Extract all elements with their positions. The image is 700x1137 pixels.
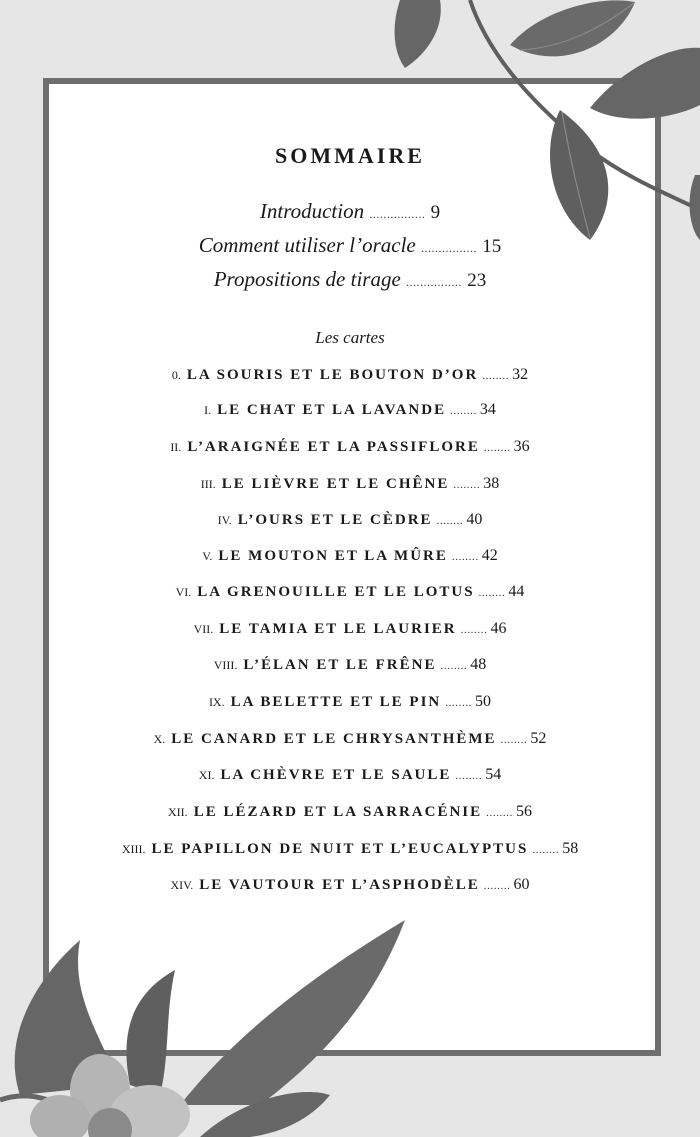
toc-card-entry[interactable]	[0, 401, 700, 419]
card-number: V.	[202, 549, 213, 563]
card-title: LE TAMIA ET LE LAURIER	[219, 621, 457, 637]
toc-leader-dots: ........	[483, 442, 511, 454]
toc-page-number: 58	[562, 840, 579, 857]
toc-page-number: 44	[508, 583, 525, 600]
toc-leader-dots: ........	[445, 697, 473, 709]
toc-card-entry[interactable]	[0, 693, 700, 711]
toc-page-number: 42	[481, 547, 498, 564]
toc-leader-dots: ........	[482, 370, 510, 382]
toc-card-entry[interactable]	[0, 366, 700, 384]
card-number: XI.	[198, 768, 215, 782]
toc-page-number: 60	[513, 876, 530, 893]
toc-page-number: 32	[512, 366, 529, 383]
card-number: IV.	[217, 513, 232, 527]
toc-leader-dots: ................	[420, 241, 477, 255]
toc-page-number: 9	[430, 202, 441, 223]
toc-entry-introduction[interactable]	[0, 199, 700, 224]
card-title: L’ARAIGNÉE ET LA PASSIFLORE	[187, 439, 480, 455]
toc-leader-dots: ........	[500, 734, 528, 746]
card-title: LE PAPILLON DE NUIT ET L’EUCALYPTUS	[151, 841, 529, 857]
toc-page-number: 34	[479, 401, 496, 418]
toc-page-number: 40	[466, 511, 483, 528]
card-number: XII.	[168, 805, 188, 819]
toc-card-entry[interactable]	[0, 438, 700, 456]
card-number: VIII.	[213, 658, 238, 672]
card-title: LA BELETTE ET LE PIN	[230, 694, 442, 710]
card-title: L’ÉLAN ET LE FRÊNE	[243, 657, 437, 673]
card-number: XIV.	[170, 878, 194, 892]
toc-card-entry[interactable]	[0, 511, 700, 529]
toc-card-entry[interactable]	[0, 475, 700, 493]
card-number: II.	[170, 440, 182, 454]
toc-card-entry[interactable]	[0, 547, 700, 565]
card-number: VI.	[175, 585, 192, 599]
toc-label: Propositions de tirage	[213, 267, 401, 291]
toc-leader-dots: ........	[453, 479, 481, 491]
card-title: L’OURS ET LE CÈDRE	[237, 512, 433, 528]
toc-card-entry[interactable]	[0, 840, 700, 858]
card-title: LE MOUTON ET LA MÛRE	[218, 548, 448, 564]
toc-entry-propositions[interactable]	[0, 267, 700, 292]
toc-card-entry[interactable]	[0, 766, 700, 784]
toc-leader-dots: ........	[436, 515, 464, 527]
toc-leader-dots: ........	[450, 405, 477, 417]
card-title: LA CHÈVRE ET LE SAULE	[220, 767, 452, 783]
toc-leader-dots: ........	[532, 844, 560, 856]
toc-page-number: 36	[513, 438, 530, 455]
toc-label: Introduction	[259, 199, 365, 223]
flower-illustration	[0, 915, 420, 1137]
toc-leader-dots: ........	[451, 551, 479, 563]
toc-page-number: 38	[483, 475, 500, 492]
toc-card-entry[interactable]	[0, 730, 700, 748]
card-number: X.	[153, 732, 166, 746]
toc-page-number: 48	[470, 656, 487, 673]
toc-card-entry[interactable]	[0, 803, 700, 821]
toc-leader-dots: ................	[369, 207, 426, 221]
toc-leader-dots: ........	[455, 770, 483, 782]
page-title: SOMMAIRE	[275, 143, 425, 168]
toc-card-entry[interactable]	[0, 583, 700, 601]
toc-label: Comment utiliser l’oracle	[198, 233, 416, 257]
card-title: LE VAUTOUR ET L’ASPHODÈLE	[199, 877, 480, 893]
toc-page-number: 23	[467, 270, 487, 291]
card-title: LA GRENOUILLE ET LE LOTUS	[197, 584, 475, 600]
toc-page-number: 50	[475, 693, 492, 710]
toc-leader-dots: ........	[478, 587, 506, 599]
toc-leader-dots: ................	[406, 275, 463, 289]
toc-card-entry[interactable]	[0, 620, 700, 638]
toc-card-entry[interactable]	[0, 876, 700, 894]
toc-page-number: 46	[490, 620, 507, 637]
card-title: LE CANARD ET LE CHRYSANTHÈME	[171, 731, 497, 747]
card-number: 0.	[171, 368, 181, 382]
toc-leader-dots: ........	[460, 624, 488, 636]
card-number: IX.	[208, 695, 225, 709]
toc-page-number: 54	[485, 766, 502, 783]
card-number: XIII.	[121, 842, 146, 856]
toc-entry-comment-utiliser[interactable]	[0, 233, 700, 258]
card-title: LE LÉZARD ET LA SARRACÉNIE	[193, 804, 483, 820]
card-title: LA SOURIS ET LE BOUTON D’OR	[186, 367, 479, 383]
toc-leader-dots: ........	[440, 660, 468, 672]
card-title: LE LIÈVRE ET LE CHÊNE	[221, 476, 450, 492]
card-number: VII.	[193, 622, 214, 636]
toc-leader-dots: ........	[486, 807, 513, 819]
card-number: III.	[200, 477, 216, 491]
toc-page-number: 52	[530, 730, 547, 747]
card-title: LE CHAT ET LA LAVANDE	[217, 402, 447, 418]
toc-leader-dots: ........	[483, 880, 511, 892]
toc-page-number: 15	[482, 236, 502, 257]
toc-page-number: 56	[515, 803, 532, 820]
toc-card-entry[interactable]	[0, 656, 700, 674]
card-number: I.	[204, 403, 212, 417]
section-heading-les-cartes: Les cartes	[315, 328, 385, 347]
